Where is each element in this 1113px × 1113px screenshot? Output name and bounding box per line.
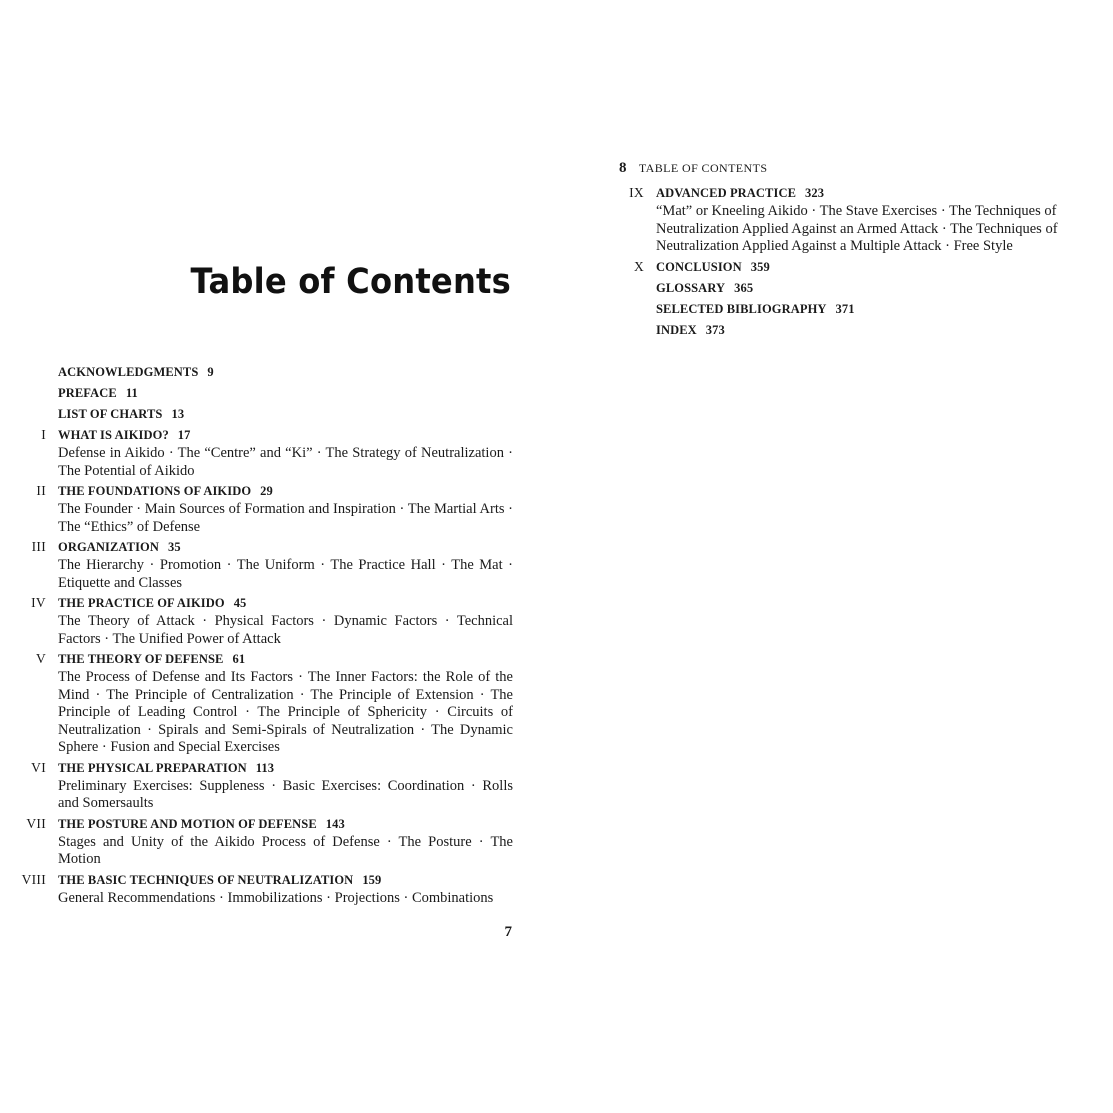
chapter-heading	[58, 759, 513, 778]
page-number: 7	[504, 924, 512, 940]
chapter-title: SELECTED BIBLIOGRAPHY	[656, 301, 827, 316]
chapter-page-number: 35	[167, 540, 181, 554]
chapter-page-number: 365	[734, 280, 754, 295]
chapter-page-number: 13	[171, 407, 185, 421]
chapter-heading	[58, 815, 513, 834]
toc-entry	[0, 426, 513, 480]
chapter-title: WHAT IS AIKIDO?	[58, 428, 169, 442]
toc-entry	[0, 759, 513, 813]
toc-entry	[0, 384, 513, 403]
chapter-numeral: IX	[629, 185, 644, 200]
chapter-heading	[58, 871, 513, 890]
chapter-heading	[656, 184, 1113, 203]
toc-entry	[556, 258, 1113, 277]
chapter-title: THE FOUNDATIONS OF AIKIDO	[58, 484, 252, 498]
chapter-page-number: 373	[705, 322, 725, 337]
chapter-title: ACKNOWLEDGMENTS	[58, 365, 199, 379]
chapter-heading	[58, 405, 513, 424]
chapter-subtopics: The Theory of Attack · Physical Factors · Dynamic Factors · Technical Factors · The Unified Power of Attack	[58, 613, 513, 647]
chapter-numeral: V	[35, 651, 46, 666]
page-title: Table of Contents	[190, 262, 511, 302]
chapter-page-number: 29	[260, 484, 273, 498]
chapter-page-number: 61	[232, 652, 246, 666]
toc-entry	[0, 871, 513, 908]
chapter-subtopics: Defense in Aikido · The “Centre” and “Ki” · The Strategy of Neutralization · The Potential of Aikido	[58, 445, 513, 479]
chapter-heading	[58, 594, 513, 613]
chapter-title: ORGANIZATION	[58, 540, 159, 554]
chapter-numeral: IV	[31, 595, 46, 610]
chapter-title: CONCLUSION	[656, 259, 742, 274]
running-head	[619, 160, 767, 177]
toc-entry	[556, 321, 1113, 340]
chapter-page-number: 113	[255, 760, 275, 775]
chapter-title: LIST OF CHARTS	[58, 407, 163, 421]
chapter-numeral: II	[36, 483, 46, 498]
chapter-subtopics: The Founder · Main Sources of Formation and Inspiration · The Martial Arts · The “Ethics” of Defense	[58, 501, 513, 535]
chapter-title: GLOSSARY	[656, 280, 726, 295]
chapter-heading	[58, 363, 513, 382]
toc-entry	[556, 279, 1113, 298]
toc-entry	[0, 405, 513, 424]
chapter-heading	[656, 258, 1113, 277]
toc-entry	[0, 363, 513, 382]
chapter-heading	[58, 426, 513, 445]
chapter-page-number: 143	[325, 816, 345, 831]
chapter-title: THE THEORY OF DEFENSE	[58, 652, 224, 666]
chapter-title: PREFACE	[58, 386, 117, 400]
toc-list-left	[0, 363, 513, 909]
chapter-title: THE PRACTICE OF AIKIDO	[58, 596, 225, 610]
chapter-heading	[58, 482, 513, 501]
chapter-subtopics: General Recommendations · Immobilizations · Projections · Combinations	[58, 889, 494, 906]
chapter-numeral: VIII	[21, 871, 46, 887]
chapter-page-number: 11	[125, 386, 138, 400]
chapter-page-number: 359	[750, 259, 770, 274]
running-head-title: TABLE OF CONTENTS	[638, 161, 768, 175]
toc-entry	[0, 594, 513, 648]
chapter-heading	[58, 384, 513, 403]
chapter-heading	[656, 279, 1113, 298]
chapter-page-number: 323	[805, 186, 825, 200]
chapter-page-number: 17	[177, 428, 191, 442]
chapter-numeral: I	[41, 427, 46, 442]
chapter-heading	[656, 300, 1113, 319]
left-page	[0, 0, 556, 1113]
chapter-page-number: 371	[835, 301, 855, 316]
chapter-numeral: VII	[26, 815, 46, 831]
chapter-title: THE PHYSICAL PREPARATION	[58, 760, 247, 775]
chapter-title: THE BASIC TECHNIQUES OF NEUTRALIZATION	[58, 872, 354, 887]
chapter-subtopics: The Hierarchy · Promotion · The Uniform · The Practice Hall · The Mat · Etiquette and Classes	[58, 557, 513, 591]
toc-list-right	[556, 184, 1113, 342]
chapter-page-number: 45	[233, 596, 247, 610]
chapter-subtopics: “Mat” or Kneeling Aikido · The Stave Exercises · The Techniques of Neutralization Applied Against an Armed Attack · The Techniques of Neutralization Applied Against a Multiple Attack · Free Style	[656, 203, 1058, 254]
toc-entry	[0, 650, 513, 757]
chapter-subtopics: Preliminary Exercises: Suppleness · Basic Exercises: Coordination · Rolls and Somersaults	[58, 777, 513, 811]
page-number: 8	[619, 160, 627, 176]
chapter-subtopics: Stages and Unity of the Aikido Process of Defense · The Posture · The Motion	[58, 833, 513, 867]
chapter-heading	[58, 538, 513, 557]
toc-entry	[556, 300, 1113, 319]
chapter-page-number: 159	[362, 872, 382, 887]
chapter-title: INDEX	[656, 322, 697, 337]
chapter-numeral: VI	[31, 759, 46, 775]
chapter-heading	[58, 650, 513, 669]
chapter-title: THE POSTURE AND MOTION OF DEFENSE	[58, 816, 317, 831]
toc-entry	[0, 482, 513, 536]
toc-entry	[556, 184, 1113, 256]
chapter-page-number: 9	[207, 365, 214, 379]
toc-entry	[0, 815, 513, 869]
chapter-heading	[656, 321, 1113, 340]
chapter-title: ADVANCED PRACTICE	[656, 186, 797, 200]
chapter-numeral: X	[633, 258, 644, 274]
chapter-numeral: III	[31, 539, 46, 554]
right-page	[556, 0, 1113, 1113]
chapter-subtopics: The Process of Defense and Its Factors · The Inner Factors: the Role of the Mind · The Principle of Centralization · The Principle of Extension · The Principle of Leading Control · The Principle of Sphericity · Circuits of Neutralization · Spirals and Semi-Spirals of Neutralization · The Dynamic Sphere · Fusion and Special Exercises	[58, 669, 513, 755]
toc-entry	[0, 538, 513, 592]
